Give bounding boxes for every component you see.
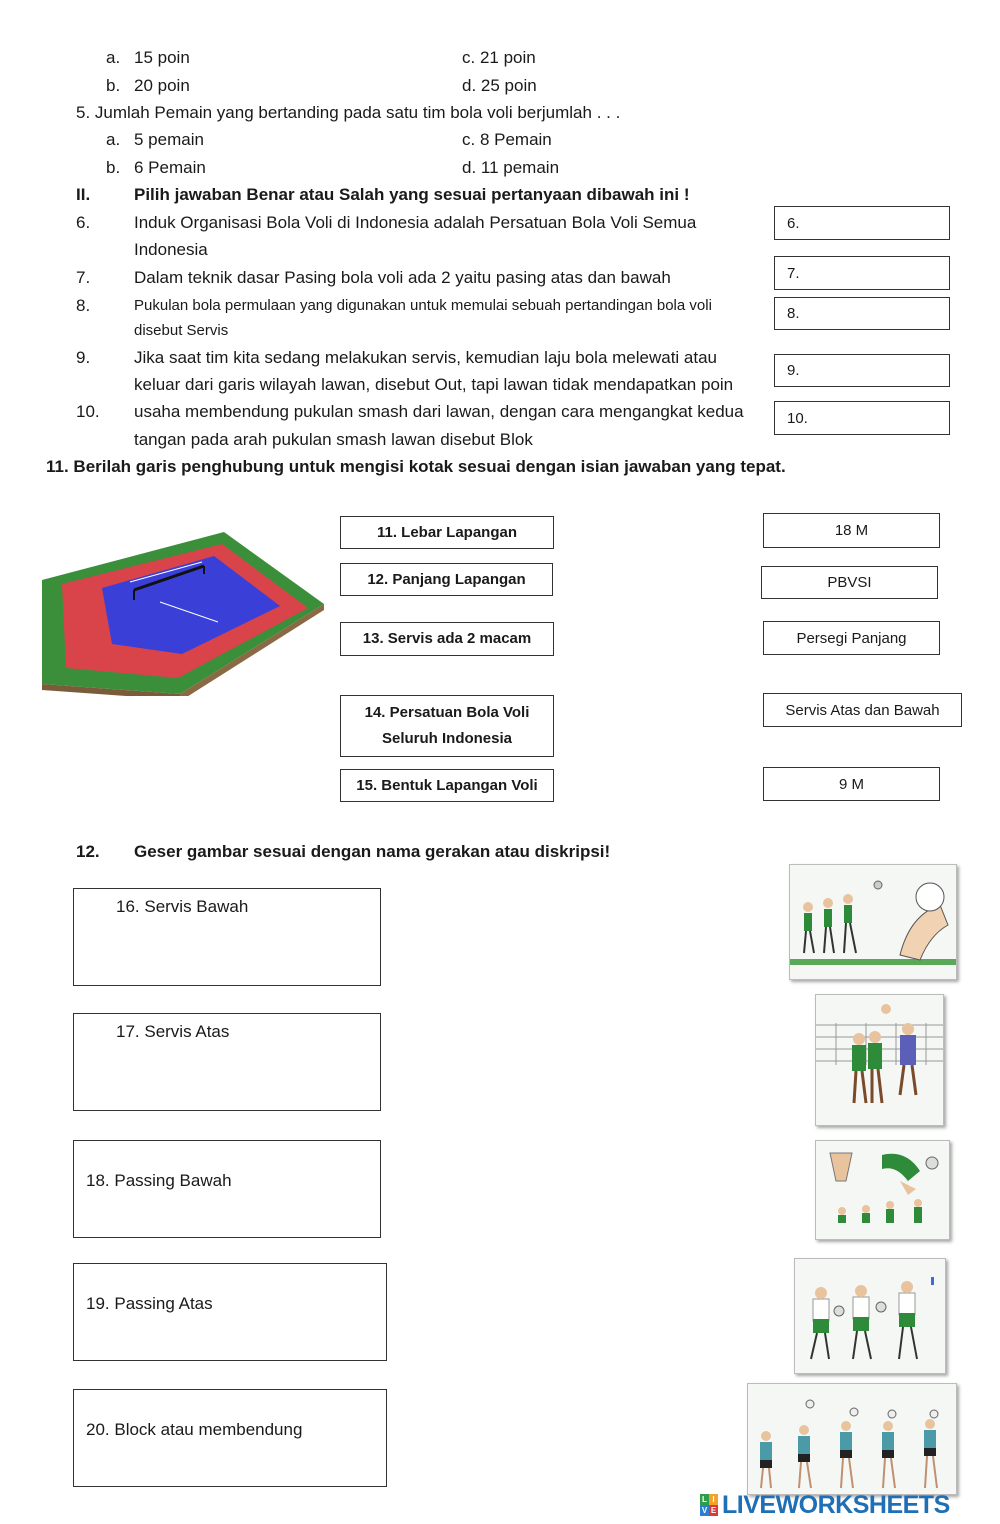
tf-item-text-cont: keluar dari garis wilayah lawan, disebut Out, tapi lawan tidak mendapatkan poin	[134, 375, 734, 394]
tf-item-text-cont: disebut Servis	[134, 322, 229, 339]
q12-heading: Geser gambar sesuai dengan nama gerakan atau diskripsi!	[134, 842, 611, 861]
drop-zone-block[interactable]: 20. Block atau membendung	[73, 1389, 387, 1487]
volleyball-court-image	[42, 518, 326, 696]
tf-item-text: Jika saat tim kita sedang melakukan servis, kemudian laju bola melewati atau	[134, 348, 718, 367]
match-left-lebar: 11. Lebar Lapangan	[340, 516, 554, 549]
tf-answer-box[interactable]: 10.	[774, 401, 950, 435]
serve-jump-sequence-icon	[748, 1384, 956, 1494]
q5-option-a: 5 pemain	[134, 130, 204, 149]
match-right-persegi-panjang[interactable]: Persegi Panjang	[763, 621, 940, 655]
tf-item-num: 10.	[76, 402, 100, 421]
overhead-pass-icon	[795, 1259, 945, 1373]
tf-item-text-cont: tangan pada arah pukulan smash lawan disebut Blok	[134, 430, 533, 449]
logo-badge-icon: L I V E	[701, 1495, 717, 1515]
section2-heading: Pilih jawaban Benar atau Salah yang sesuai pertanyaan dibawah ini !	[134, 185, 690, 204]
match-right-9m[interactable]: 9 M	[763, 767, 940, 801]
tf-item-num: 7.	[76, 268, 91, 287]
tf-item-text: usaha membendung pukulan smash dari lawan, dengan cara mengangkat kedua	[134, 402, 744, 421]
draggable-image-block[interactable]	[815, 994, 944, 1126]
tf-item-num: 9.	[76, 348, 91, 367]
q12-num: 12.	[76, 842, 100, 861]
q4-option-c: c. 21 poin	[462, 48, 536, 67]
q4-option-a: 15 poin	[134, 48, 190, 67]
match-left-servis: 13. Servis ada 2 macam	[340, 622, 554, 656]
match-left-persatuan: 14. Persatuan Bola Voli Seluruh Indonesia	[340, 695, 554, 757]
drop-zone-servis-bawah[interactable]: 16. Servis Bawah	[73, 888, 381, 986]
q5-option-a-letter: a.	[106, 130, 121, 149]
drop-zone-passing-bawah[interactable]: 18. Passing Bawah	[73, 1140, 381, 1238]
tf-item-text: Pukulan bola permulaan yang digunakan untuk memulai sebuah pertandingan bola voli	[134, 297, 712, 314]
match-left-bentuk: 15. Bentuk Lapangan Voli	[340, 769, 554, 802]
logo-text: LIVEWORKSHEETS	[722, 1490, 950, 1519]
tf-answer-box[interactable]: 9.	[774, 354, 950, 387]
draggable-image-serve-sequence[interactable]	[789, 864, 957, 980]
tf-item-num: 8.	[76, 296, 91, 315]
match-right-18m[interactable]: 18 M	[763, 513, 940, 548]
tf-answer-box[interactable]: 6.	[774, 206, 950, 240]
tf-answer-box[interactable]: 8.	[774, 297, 950, 330]
q4-option-b-letter: b.	[106, 76, 121, 95]
serve-sequence-icon	[790, 865, 956, 979]
liveworksheets-logo	[700, 1492, 950, 1518]
tf-item-text: Dalam teknik dasar Pasing bola voli ada 2 yaitu pasing atas dan bawah	[134, 268, 671, 287]
q5-question: 5. Jumlah Pemain yang bertanding pada satu tim bola voli berjumlah . . .	[76, 103, 621, 122]
tf-item-text: Induk Organisasi Bola Voli di Indonesia adalah Persatuan Bola Voli Semua	[134, 213, 697, 232]
q5-option-b-letter: b.	[106, 158, 121, 177]
q11-heading: 11. Berilah garis penghubung untuk mengisi kotak sesuai dengan isian jawaban yang tepat.	[46, 457, 786, 476]
draggable-image-servis-sequence[interactable]	[747, 1383, 957, 1495]
match-right-pbvsi[interactable]: PBVSI	[761, 566, 938, 599]
match-right-servis-atas-bawah[interactable]: Servis Atas dan Bawah	[763, 693, 962, 727]
draggable-image-passing-atas[interactable]	[794, 1258, 946, 1374]
forearm-pass-icon	[816, 1141, 949, 1239]
match-left-panjang: 12. Panjang Lapangan	[340, 563, 553, 596]
tf-item-text-cont: Indonesia	[134, 240, 208, 259]
q4-option-d: d. 25 poin	[462, 76, 537, 95]
tf-item-num: 6.	[76, 213, 91, 232]
section2-numeral: II.	[76, 185, 91, 204]
draggable-image-passing-bawah[interactable]	[815, 1140, 950, 1240]
tf-answer-box[interactable]: 7.	[774, 256, 950, 290]
block-players-icon	[816, 995, 943, 1125]
drop-zone-passing-atas[interactable]: 19. Passing Atas	[73, 1263, 387, 1361]
q5-option-d: d. 11 pemain	[462, 158, 560, 177]
q5-option-b: 6 Pemain	[134, 158, 206, 177]
q5-option-c: c. 8 Pemain	[462, 130, 552, 149]
q4-option-b: 20 poin	[134, 76, 190, 95]
drop-zone-servis-atas[interactable]: 17. Servis Atas	[73, 1013, 381, 1111]
q4-option-a-letter: a.	[106, 48, 121, 67]
